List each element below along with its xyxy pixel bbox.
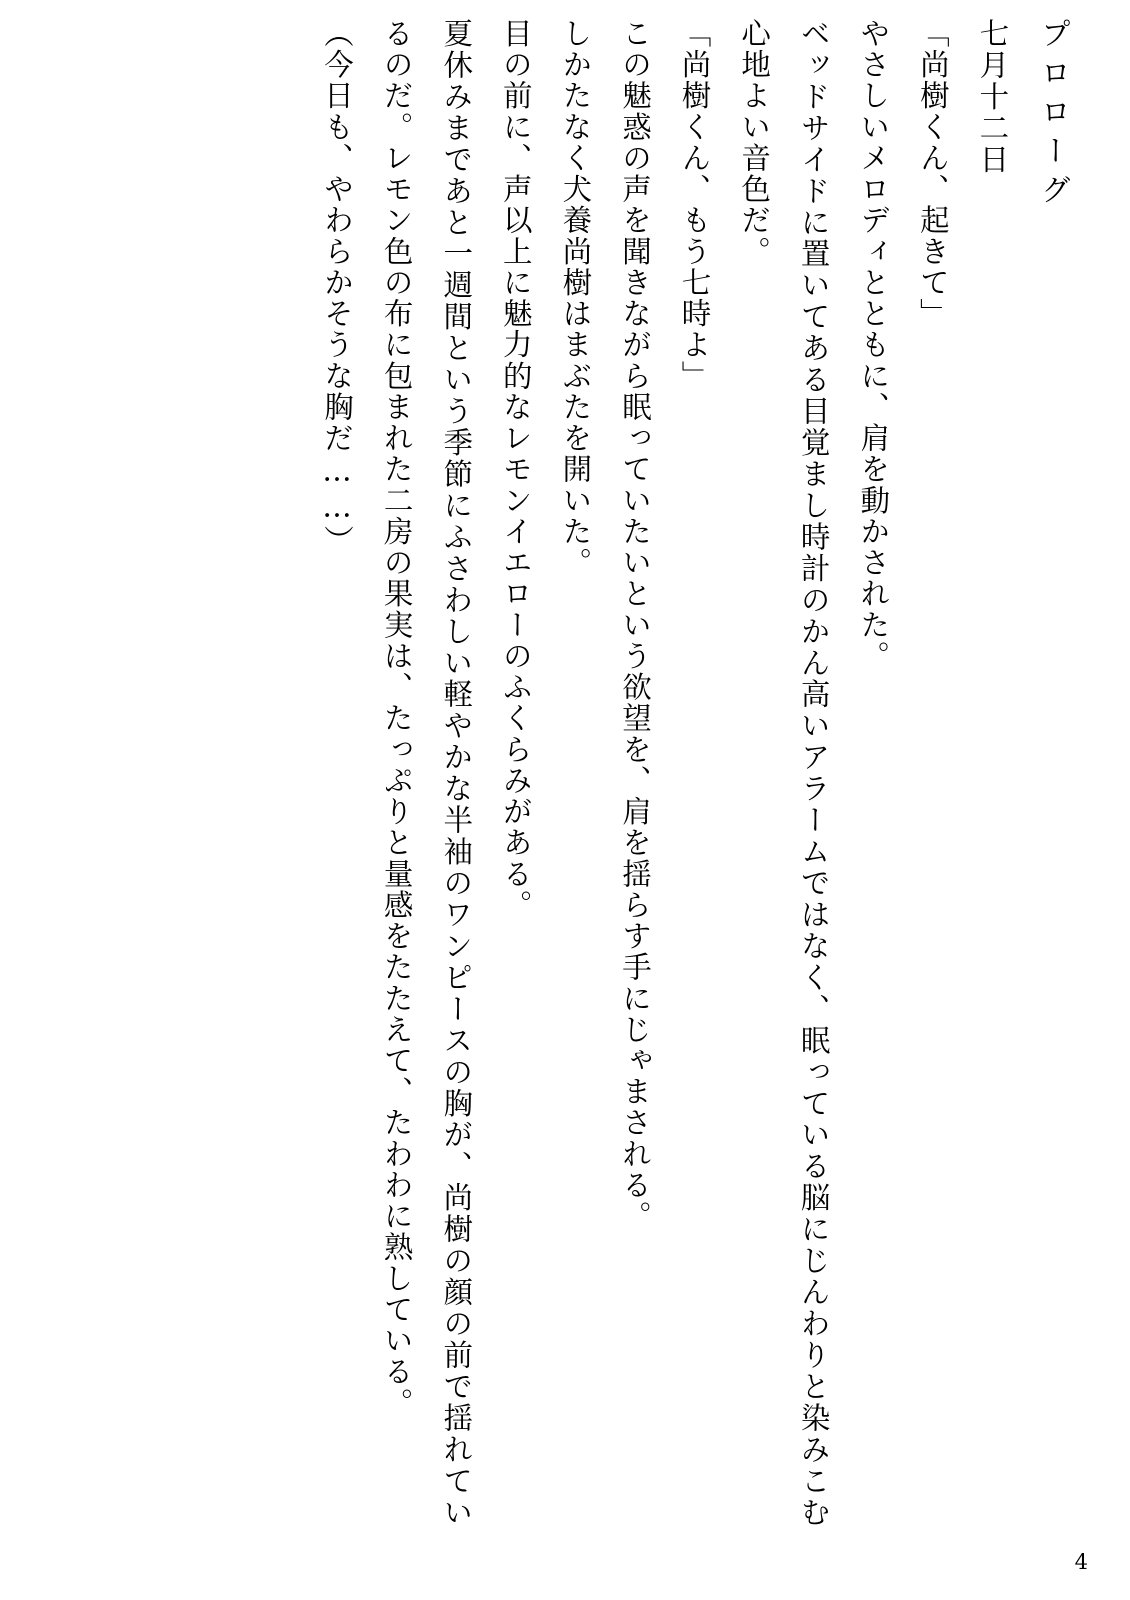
chapter-title: プロローグ (1035, 18, 1070, 213)
date-heading: 七月十二日 (975, 18, 1010, 176)
vertical-text-body (72, 18, 1082, 1528)
paragraph-7: 目の前に、声以上に魅力的なレモンイエローのふくらみがある。 (498, 18, 533, 921)
paragraph-3: ベッドサイドに置いてある目覚まし時計のかん高いアラームではなく、眠っている脳にじんわりと染みこむ心地よい音色だ。 (737, 18, 831, 1528)
page-number: 4 (1074, 1550, 1088, 1574)
paragraph-1: 「尚樹くん、起きて」 (915, 18, 950, 330)
paragraph-9: （今日も、やわらかそうな胸だ……） (320, 18, 355, 557)
paragraph-2: やさしいメロディとともに、肩を動かされた。 (856, 18, 891, 672)
paragraph-4: 「尚樹くん、もう七時よ」 (677, 18, 712, 392)
paragraph-6: しかたなく犬養尚樹はまぶたを開いた。 (558, 18, 593, 579)
paragraph-8: 夏休みまであと一週間という季節にふさわしい軽やかな半袖のワンピースの胸が、尚樹の顔の前で揺れているのだ。レモン色の布に包まれた二房の果実は、たっぷりと量感をたたえて、たわわに熟している。 (379, 18, 474, 1528)
paragraph-5: この魅惑の声を聞きながら眠っていたいという欲望を、肩を揺らす手にじゃまされる。 (617, 18, 652, 1232)
